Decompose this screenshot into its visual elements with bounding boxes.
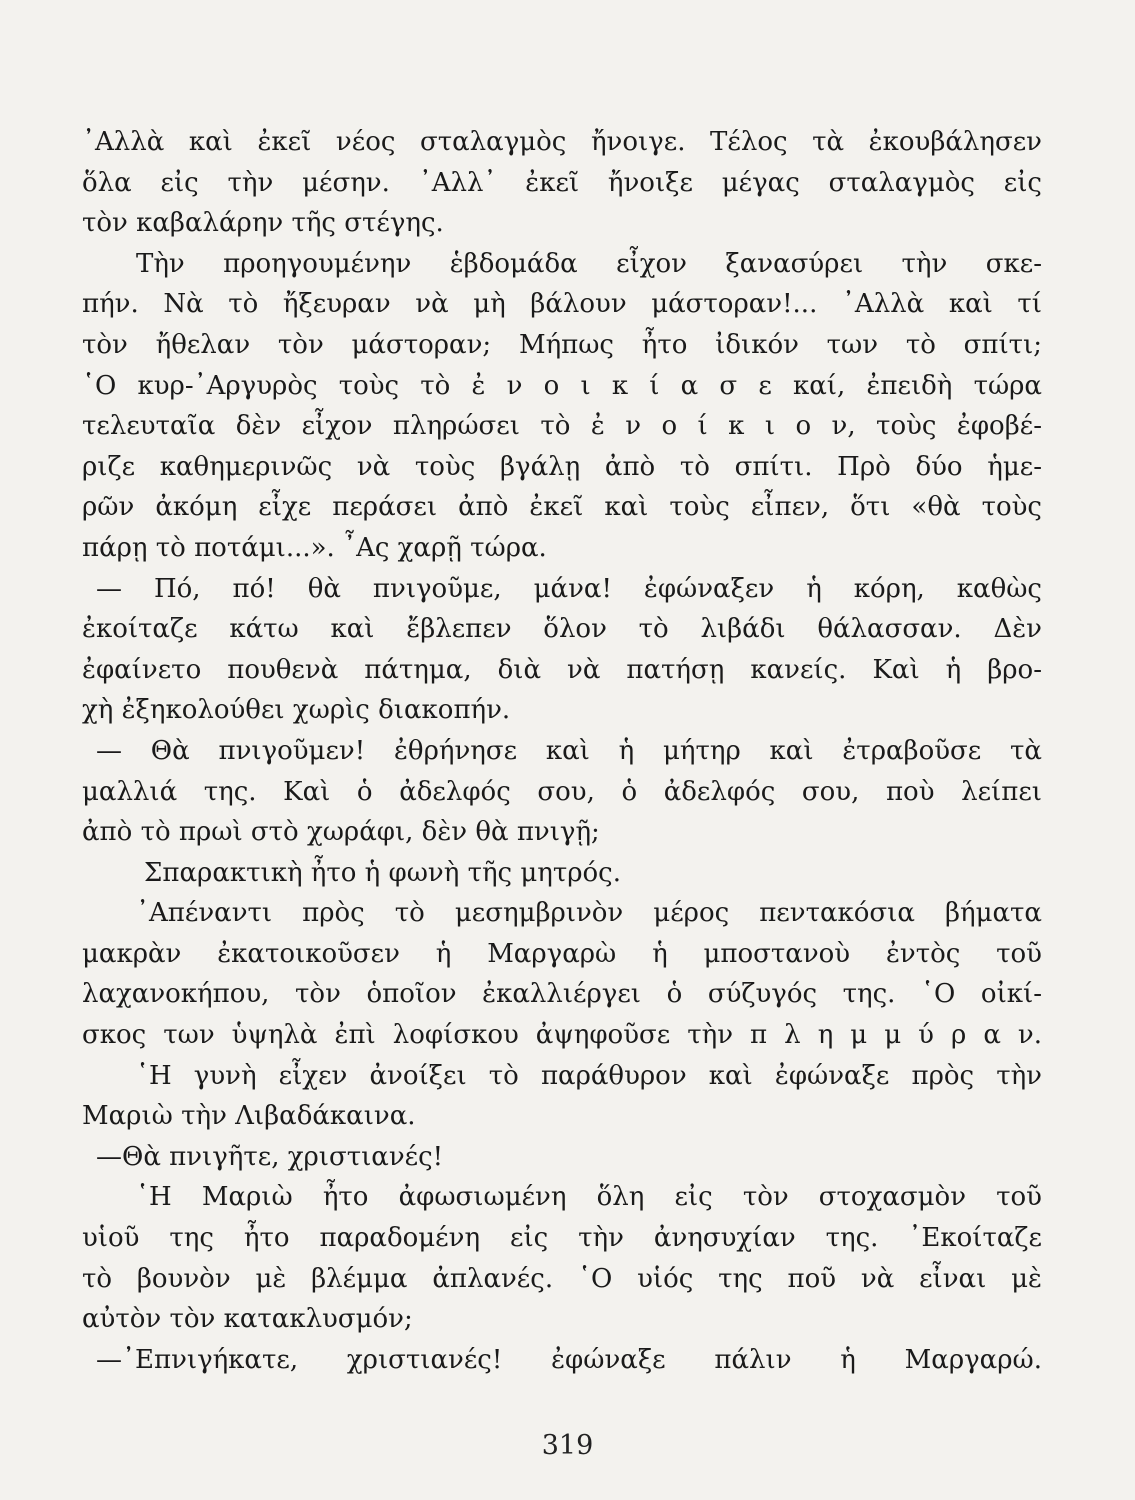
text-line-10: ρῶν ἀκόμη εἶχε περάσει ἀπὸ ἐκεῖ καὶ τοὺς εἶπεν, ὅτι «θὰ τοὺς (82, 492, 1042, 523)
text-line-13: ἐκοίταζε κάτω καὶ ἔβλεπεν ὅλον τὸ λιβάδι θάλασσαν. Δὲν (82, 614, 1042, 645)
text-line-4: Τὴν προηγουμένην ἑβδομάδα εἶχον ξανασύρει τὴν σκε- (136, 248, 1042, 279)
text-line-22: λαχανοκήπου, τὸν ὁποῖον ἐκαλλιέργει ὁ σύζυγός της. ῾Ο οἰκί- (82, 979, 1042, 1010)
text-line-18: ἀπὸ τὸ πρωὶ στὸ χωράφι, δὲν θὰ πνιγῇ; (82, 817, 600, 848)
text-line-29: τὸ βουνὸν μὲ βλέμμα ἀπλανές. ῾Ο υἱός της ποῦ νὰ εἶναι μὲ (82, 1263, 1042, 1294)
text-line-11: πάρῃ τὸ ποτάμι...». ῏Ας χαρῇ τώρα. (82, 532, 547, 563)
text-line-25: Μαριὼ τὴν Λιβαδάκαινα. (82, 1101, 416, 1132)
text-line-5: πήν. Νὰ τὸ ἤξευραν νὰ μὴ βάλουν μάστοραν!... ᾽Αλλὰ καὶ τί (82, 289, 1042, 320)
text-line-9: ριζε καθημερινῶς νὰ τοὺς βγάλῃ ἀπὸ τὸ σπίτι. Πρὸ δύο ἡμε- (82, 451, 1042, 482)
text-line-23: σκος των ὑψηλὰ ἐπὶ λοφίσκου ἀψηφοῦσε τὴν π λ η μ μ ύ ρ α ν. (82, 1020, 1042, 1051)
text-line-2: ὅλα εἰς τὴν μέσην. ᾽Αλλ᾽ ἐκεῖ ἤνοιξε μέγας σταλαγμὸς εἰς (82, 167, 1042, 198)
body-text (82, 122, 1042, 1380)
text-line-21: μακρὰν ἐκατοικοῦσεν ἡ Μαργαρὼ ἡ μποστανοὺ ἐντὸς τοῦ (82, 938, 1042, 969)
text-line-8: τελευταῖα δὲν εἶχον πληρώσει τὸ ἐ ν ο ί κ ι ο ν, τοὺς ἐφοβέ- (82, 411, 1042, 442)
text-line-30: αὐτὸν τὸν κατακλυσμόν; (82, 1304, 413, 1335)
text-line-28: υἱοῦ της ἦτο παραδομένη εἰς τὴν ἀνησυχίαν της. ᾽Εκοίταζε (82, 1223, 1042, 1254)
text-line-15: χὴ ἐξηκολούθει χωρὶς διακοπήν. (82, 695, 511, 726)
text-line-26: —Θὰ πνιγῆτε, χριστιανές! (96, 1141, 444, 1172)
page-number: 319 (541, 1430, 594, 1461)
text-line-3: τὸν καβαλάρην τῆς στέγης. (82, 208, 444, 239)
text-line-6: τὸν ἤθελαν τὸν μάστοραν; Μήπως ἦτο ἰδικόν των τὸ σπίτι; (82, 329, 1042, 360)
text-line-1: ᾽Αλλὰ καὶ ἐκεῖ νέος σταλαγμὸς ἤνοιγε. Τέλος τὰ ἐκουβάλησεν (82, 127, 1042, 157)
text-line-20: ᾽Απέναντι πρὸς τὸ μεσημβρινὸν μέρος πεντακόσια βήματα (136, 898, 1042, 929)
text-line-24: ῾Η γυνὴ εἶχεν ἀνοίξει τὸ παράθυρον καὶ ἐφώναξε πρὸς τὴν (136, 1060, 1042, 1091)
text-line-16: — Θὰ πνιγοῦμεν! ἐθρήνησε καὶ ἡ μήτηρ καὶ ἐτραβοῦσε τὰ (96, 735, 1042, 766)
text-line-17: μαλλιά της. Καὶ ὁ ἀδελφός σου, ὁ ἀδελφός σου, ποὺ λείπει (82, 776, 1042, 807)
text-line-14: ἐφαίνετο πουθενὰ πάτημα, διὰ νὰ πατήσῃ κανείς. Καὶ ἡ βρο- (82, 654, 1042, 685)
text-line-7: ῾Ο κυρ-᾽Αργυρὸς τοὺς τὸ ἐ ν ο ι κ ί α σ ε καί, ἐπειδὴ τώρα (82, 370, 1042, 401)
text-line-19: Σπαρακτικὴ ἦτο ἡ φωνὴ τῆς μητρός. (144, 857, 621, 888)
text-line-27: ῾Η Μαριὼ ἦτο ἀφωσιωμένη ὅλη εἰς τὸν στοχασμὸν τοῦ (136, 1182, 1042, 1213)
text-line-12: — Πό, πό! θὰ πνιγοῦμε, μάνα! ἐφώναξεν ἡ κόρη, καθὼς (96, 573, 1042, 604)
text-line-31: —᾽Επνιγήκατε, χριστιανές! ἐφώναξε πάλιν ἡ Μαργαρώ. (96, 1344, 1042, 1375)
